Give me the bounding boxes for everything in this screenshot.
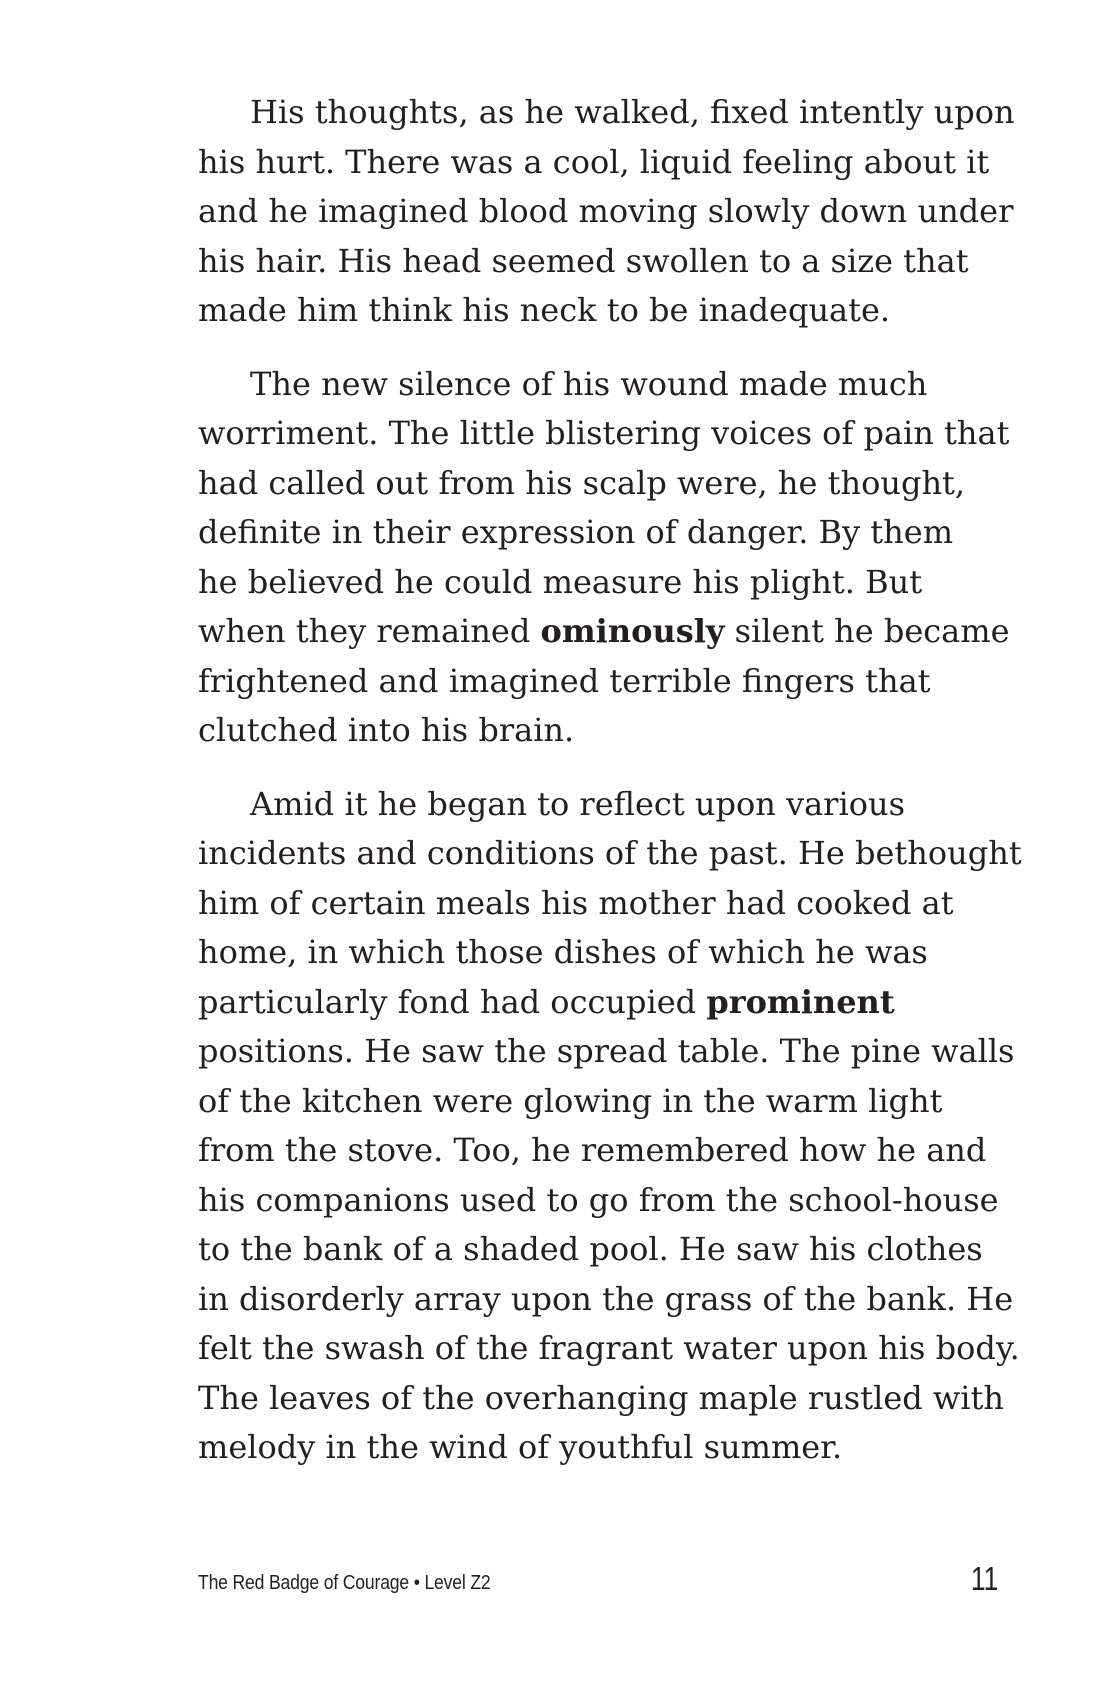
text-line: worriment. The little blistering voices of pain that <box>198 414 1010 452</box>
text-line: from the stove. Too, he remembered how he and <box>198 1131 987 1169</box>
text-line: to the bank of a shaded pool. He saw his clothes <box>198 1230 983 1268</box>
text-line: felt the swash of the fragrant water upon his body. <box>198 1329 1020 1367</box>
text-line: The new silence of his wound made much <box>250 364 928 403</box>
paragraph-3 <box>198 780 1022 1473</box>
text-line: incidents and conditions of the past. He bethought <box>198 834 1022 872</box>
text-line-with-vocab <box>198 607 1018 657</box>
text-line: made him think his neck to be inadequate. <box>198 291 891 329</box>
text-line: and he imagined blood moving slowly down under <box>198 192 1014 230</box>
text-line: definite in their expression of danger. By them <box>198 513 954 551</box>
text-line: had called out from his scalp were, he thought, <box>198 463 966 502</box>
text-line: clutched into his brain. <box>198 711 575 749</box>
book-title-footer: The Red Badge of Courage • Level Z2 <box>198 1572 491 1594</box>
text-line: frightened and imagined terrible fingers that <box>198 661 931 700</box>
page-number: 11 <box>970 1560 998 1597</box>
text-line: melody in the wind of youthful summer. <box>198 1428 843 1466</box>
text-line: him of certain meals his mother had cooked at <box>198 883 954 922</box>
text-line: his hurt. There was a cool, liquid feeling about it <box>198 142 990 181</box>
vocabulary-word-ominously: ominously <box>540 612 725 650</box>
text-line: he believed he could measure his plight. But <box>198 562 923 601</box>
text-line: positions. He saw the spread table. The pine walls <box>198 1032 1015 1070</box>
text-line: home, in which those dishes of which he was <box>198 933 928 971</box>
text-line: of the kitchen were glowing in the warm light <box>198 1081 943 1120</box>
vocabulary-word-prominent: prominent <box>706 982 895 1021</box>
text-segment: particularly fond had occupied <box>198 982 707 1021</box>
text-segment: when they remained <box>198 612 541 650</box>
body-text <box>198 88 1022 1497</box>
text-segment: silent he became <box>724 612 1010 650</box>
paragraph-2 <box>198 360 1018 756</box>
text-line: his hair. His head seemed swollen to a size that <box>198 241 969 280</box>
text-line-with-vocab <box>198 978 1018 1028</box>
text-line: his companions used to go from the school-house <box>198 1180 999 1219</box>
paragraph-1 <box>198 88 1018 336</box>
text-line: The leaves of the overhanging maple rustled with <box>198 1378 1004 1417</box>
text-line: in disorderly array upon the grass of the bank. He <box>198 1279 1014 1318</box>
text-line: Amid it he began to reflect upon various <box>250 784 905 823</box>
text-line: His thoughts, as he walked, fixed intently upon <box>250 93 1015 131</box>
